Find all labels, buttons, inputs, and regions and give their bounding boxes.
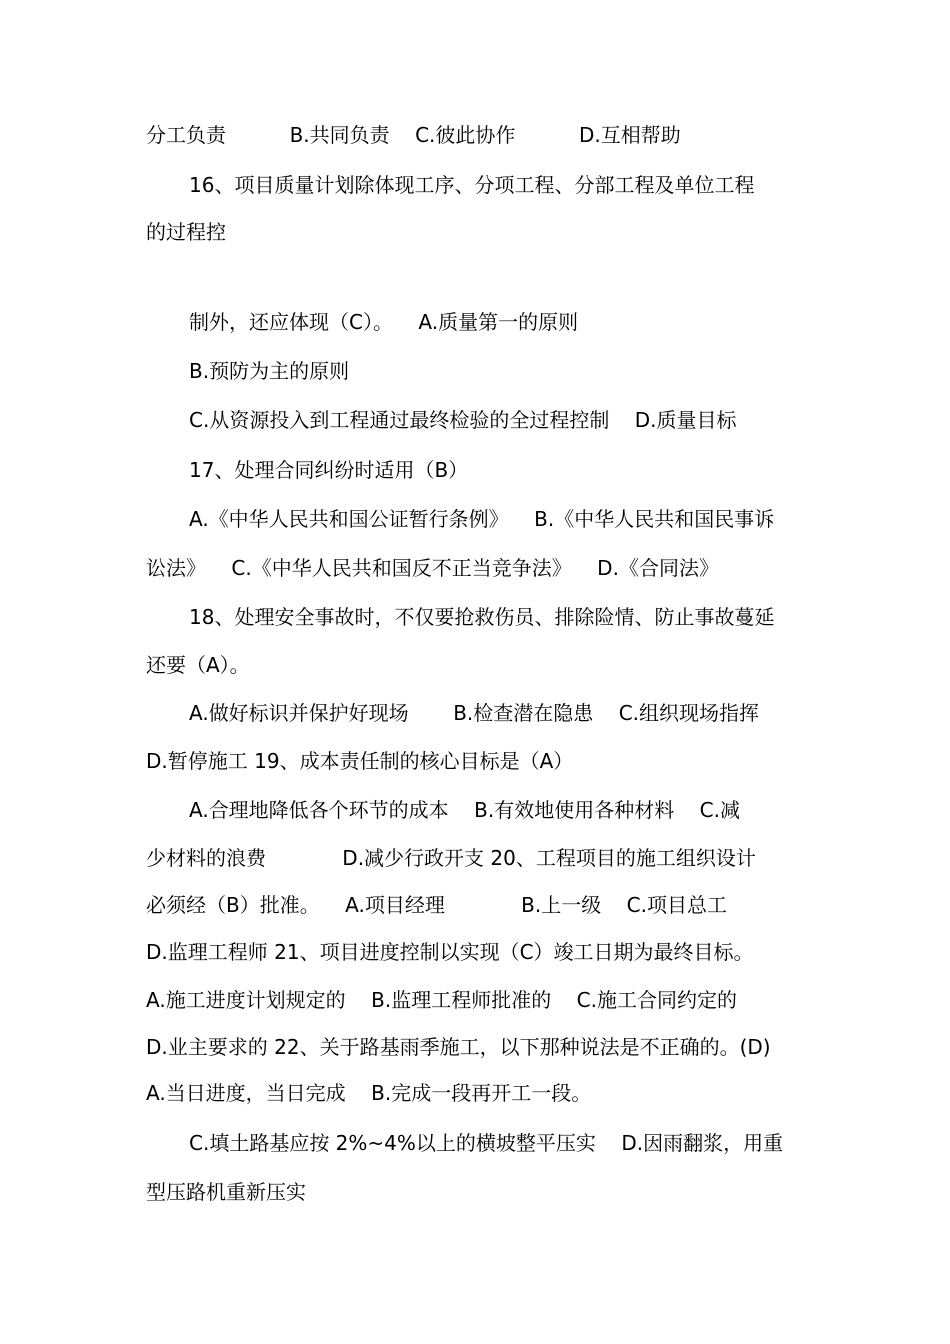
option-line: C.填土路基应按 2%~4%以上的横坡整平压实 D.因雨翻浆，用重 [189,1131,784,1155]
option-line: A.做好标识并保护好现场 B.检查潜在隐患 C.组织现场指挥 [189,701,760,725]
text-line: 的过程控 [146,220,226,244]
option-line: A.当日进度，当日完成 B.完成一段再开工一段。 [146,1081,592,1105]
option-line: C.从资源投入到工程通过最终检验的全过程控制 D.质量目标 [189,408,737,432]
option-line: B.预防为主的原则 [189,359,350,383]
question-19-line: D.暂停施工 19、成本责任制的核心目标是（A） [146,749,574,773]
text-line: 分工负责 B.共同负责 C.彼此协作 D.互相帮助 [146,123,681,147]
option-line: 必须经（B）批准。 A.项目经理 B.上一级 C.项目总工 [146,893,727,917]
question-17-line: 17、处理合同纠纷时适用（B） [189,458,469,482]
question-20-line: 少材料的浪费 D.减少行政开支 20、工程项目的施工组织设计 [146,846,756,870]
option-line: A.施工进度计划规定的 B.监理工程师批准的 C.施工合同约定的 [146,988,737,1012]
option-line: 讼法》 C.《中华人民共和国反不正当竞争法》 D.《合同法》 [146,556,719,580]
option-line: A.合理地降低各个环节的成本 B.有效地使用各种材料 C.减 [189,798,740,822]
question-22-line: D.业主要求的 22、关于路基雨季施工，以下那种说法是不正确的。(D) [146,1035,771,1059]
text-line: 制外，还应体现（C）。 A.质量第一的原则 [189,310,579,334]
question-21-line: D.监理工程师 21、项目进度控制以实现（C）竣工日期为最终目标。 [146,940,754,964]
text-line: 型压路机重新压实 [146,1180,306,1204]
question-16-line: 16、项目质量计划除体现工序、分项工程、分部工程及单位工程 [189,173,755,197]
question-18-line: 18、处理安全事故时，不仅要抢救伤员、排除险情、防止事故蔓延 [189,605,775,629]
text-line: 还要（A）。 [146,653,250,677]
option-line: A.《中华人民共和国公证暂行条例》 B.《中华人民共和国民事诉 [189,507,775,531]
